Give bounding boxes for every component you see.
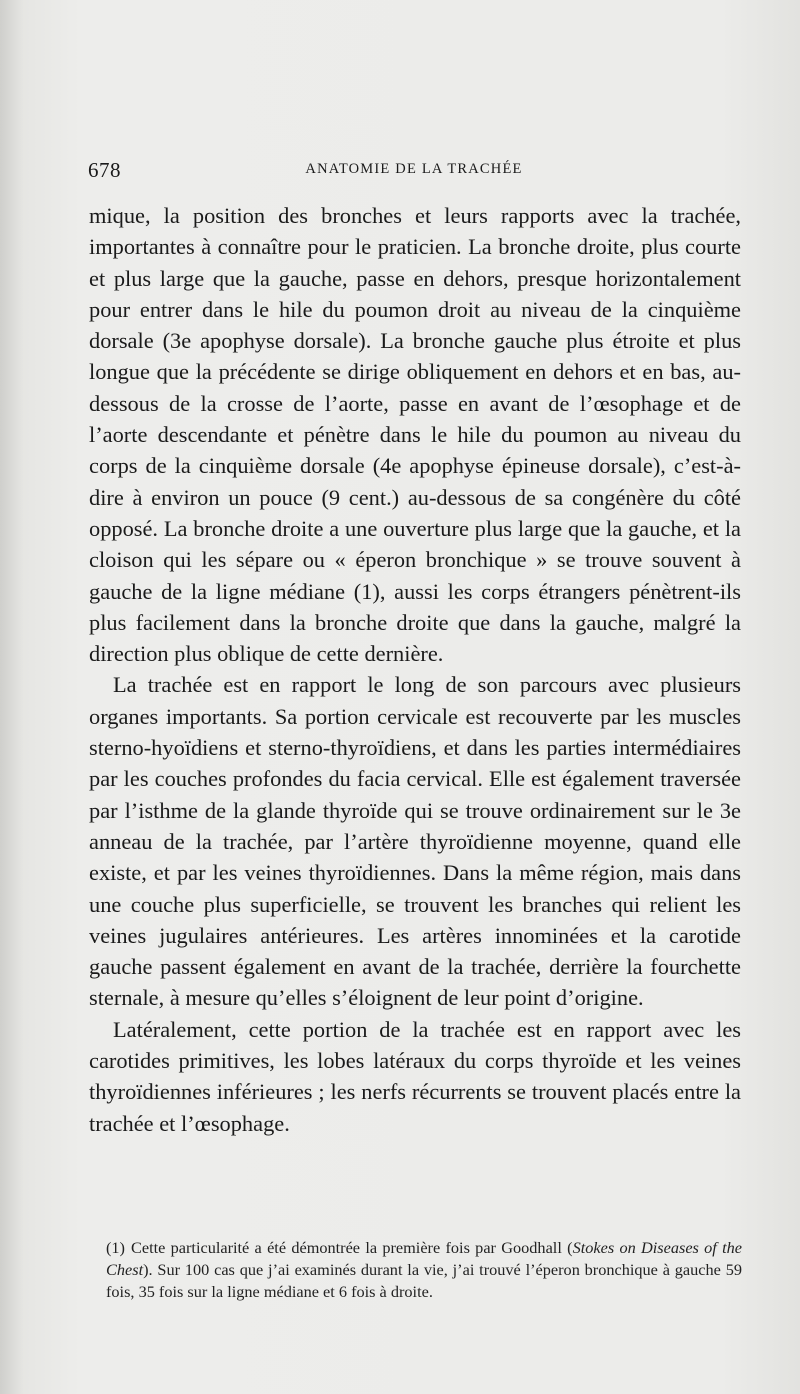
body-text [89,200,741,1139]
running-title: ANATOMIE DE LA TRACHÉE [305,161,523,177]
running-head [88,158,740,188]
footnote-text-1: Cette particularité a été démontrée la première fois par Goodhall ( [130,1238,573,1257]
footnote [106,1237,742,1303]
paragraph-2: La trachée est en rapport le long de son parcours avec plusieurs organes importants. Sa portion cervicale est recouverte par les muscles sterno-hyoïdiens et sterno-thyroïdiens, et dans les parties intermédiaires par les couches profondes du facia cervical. Elle est également traversée par l’isthme de la glande thyroïde qui se trouve ordinairement sur le 3e anneau de la trachée, par l’artère thyroïdienne moyenne, quand elle existe, et par les veines thyroïdiennes. Dans la même région, mais dans une couche plus superficielle, se trouvent les branches qui relient les veines jugulaires antérieures. Les artères innominées et la carotide gauche passent également en avant de la trachée, derrière la fourchette sternale, à mesure qu’elles s’éloignent de leur point d’origine. [89,672,741,1011]
footnote-text-2: ). Sur 100 cas que j’ai examinés durant la vie, j’ai trouvé l’éperon bronchique à gauche 59 fois, 35 fois sur la ligne médiane et 6 fois à droite. [106,1260,742,1301]
page-number: 678 [88,158,121,182]
paragraph-1: mique, la position des bronches et leurs rapports avec la trachée, importantes à connaître pour le praticien. La bronche droite, plus courte et plus large que la gauche, passe en dehors, presque horizontalement pour entrer dans le hile du poumon droit au niveau de la cinquième dorsale (3e apophyse dorsale). La bronche gauche plus étroite et plus longue que la précédente se dirige obliquement en dehors et en bas, au-dessous de la crosse de l’aorte, passe en avant de l’œsophage et de l’aorte descendante et pénètre dans le hile du poumon au niveau du corps de la cinquième dorsale (4e apophyse épineuse dorsale), c’est-à-dire à environ un pouce (9 cent.) au-dessous de sa congénère du côté opposé. La bronche droite a une ouverture plus large que la gauche, et la cloison qui les sépare ou « éperon bronchique » se trouve souvent à gauche de la ligne médiane (1), aussi les corps étrangers pénètrent-ils plus facilement dans la bronche droite que dans la gauche, malgré la direction plus oblique de cette dernière. [89,203,741,667]
paragraph-3: Latéralement, cette portion de la trachée est en rapport avec les carotides primitives, les lobes latéraux du corps thyroïde et les veines thyroïdiennes inférieures ; les nerfs récurrents se trouvent placés entre la trachée et l’œsophage. [89,1016,741,1136]
footnote-marker: (1) [106,1238,125,1257]
footnote-book-title: Stokes on Diseases of the Chest [106,1238,743,1279]
